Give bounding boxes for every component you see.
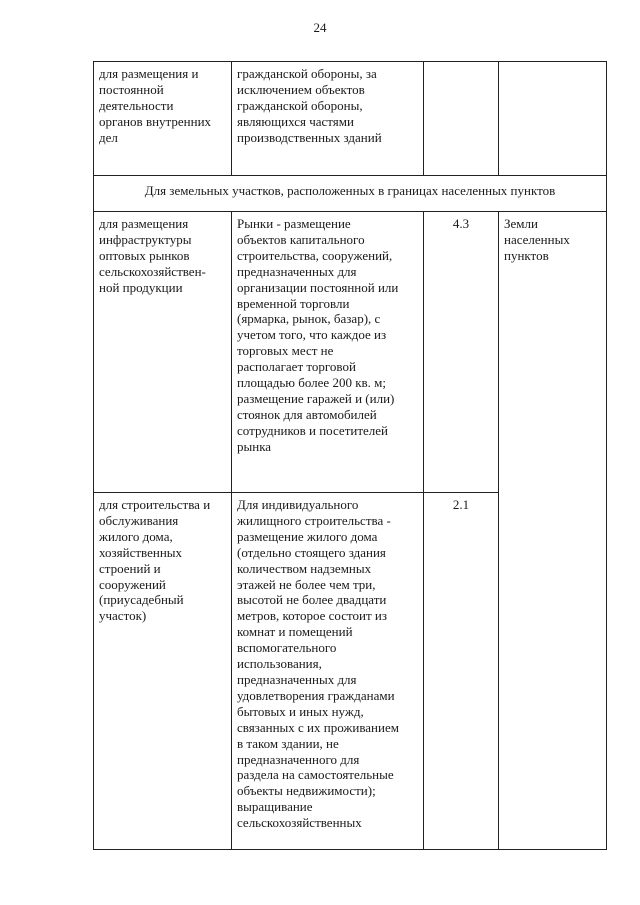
purpose-cell: для размещения инфраструктуры оптовых рынков сельскохозяйствен- ной продукции [94,212,232,493]
code-cell: 4.3 [424,212,499,493]
page-number: 24 [313,20,327,35]
section-header-row [94,176,607,212]
code-cell [424,62,499,176]
land-category-cell: Земли населенных пунктов [499,212,607,850]
description-cell: гражданской обороны, за исключением объектов гражданской обороны, являющихся частями производственных зданий [232,62,424,176]
code-cell: 2.1 [424,493,499,850]
table-row [94,212,607,493]
description-cell: Для индивидуального жилищного строительства - размещение жилого дома (отдельно стоящего здания количеством надземных этажей не более чем три, высотой не более двадцати метров, которое состоит из комнат и помещений вспомогательного использования, предназначенных для удовлетворения гражданами бытовых и иных нужд, связанных с их проживанием в таком здании, не предназначенного для раздела на самостоятельные объекты недвижимости); выращивание сельскохозяйственных [232,493,424,850]
table-row [94,62,607,176]
description-cell: Рынки - размещение объектов капитального строительства, сооружений, предназначенных для организации постоянной или временной торговли (ярмарка, рынок, базар), с учетом того, что каждое из торговых мест не располагает торговой площадью более 200 кв. м; размещение гаражей и (или) стоянок для автомобилей сотрудников и посетителей рынка [232,212,424,493]
purpose-cell: для строительства и обслуживания жилого дома, хозяйственных строений и сооружений (приусадебный участок) [94,493,232,850]
land-category-cell [499,62,607,176]
land-use-table [93,61,607,850]
purpose-cell: для размещения и постоянной деятельности органов внутренних дел [94,62,232,176]
section-header: Для земельных участков, расположенных в границах населенных пунктов [94,176,607,212]
